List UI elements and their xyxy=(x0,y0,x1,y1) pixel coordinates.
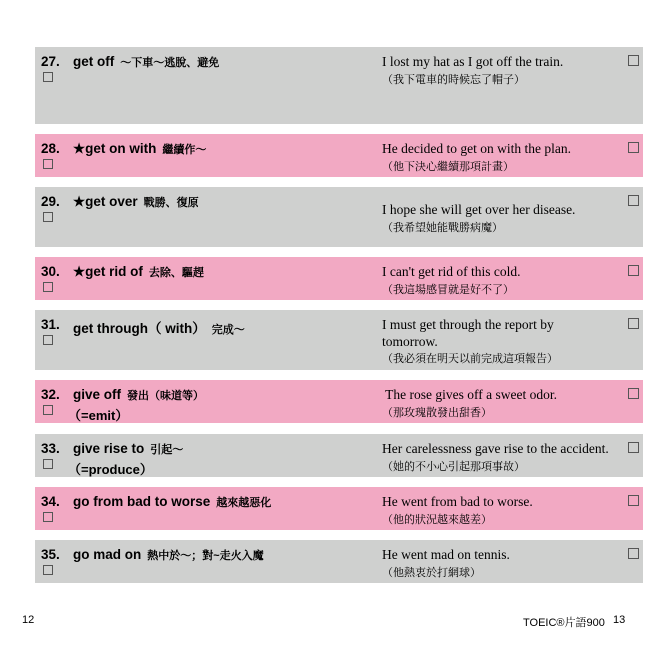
example-sentence: He went from bad to worse. xyxy=(382,494,533,509)
entry-number: 28. xyxy=(41,141,60,156)
example-translation: （我這場感冒就是好不了） xyxy=(382,283,514,296)
entry-28 xyxy=(35,134,643,177)
phrase-text: ★get over xyxy=(73,194,138,209)
check-box[interactable] xyxy=(43,565,53,575)
phrase-meaning: 戰勝、復原 xyxy=(143,197,199,209)
check-box[interactable] xyxy=(43,159,53,169)
phrase-text: ★get on with xyxy=(73,141,157,156)
entry-32 xyxy=(35,380,643,423)
check-box-right[interactable] xyxy=(628,442,639,453)
phrase-meaning: 完成～ xyxy=(211,324,245,336)
entry-30 xyxy=(35,257,643,300)
check-box[interactable] xyxy=(43,72,53,82)
check-box[interactable] xyxy=(43,335,53,345)
phrase-text: go from bad to worse xyxy=(73,494,211,509)
phrase xyxy=(73,547,264,563)
entry-number: 29. xyxy=(41,194,60,209)
phrase xyxy=(73,441,183,457)
phrase xyxy=(73,54,219,70)
entry-35 xyxy=(35,540,643,583)
entry-34 xyxy=(35,487,643,530)
right-page-number: 13 xyxy=(613,614,626,626)
phrase xyxy=(73,194,199,210)
phrase-text: get off xyxy=(73,54,115,69)
phrase-meaning: 發出（味道等） xyxy=(127,390,205,402)
phrase-meaning: 越來越惡化 xyxy=(216,497,272,509)
phrase-text: get through（ with） xyxy=(73,321,206,336)
entry-number: 30. xyxy=(41,264,60,279)
check-box[interactable] xyxy=(43,212,53,222)
example-translation: （我必須在明天以前完成這項報告） xyxy=(382,352,558,365)
phrase xyxy=(73,264,204,280)
phrase-text: give off xyxy=(73,387,122,402)
example-translation: （那玫瑰散發出甜香） xyxy=(382,406,492,419)
phrase-text: ★get rid of xyxy=(73,264,143,279)
check-box-right[interactable] xyxy=(628,195,639,206)
check-box-right[interactable] xyxy=(628,55,639,66)
phrase-synonym: （=emit） xyxy=(68,408,129,423)
example-sentence: I must get through the report by tomorrow. xyxy=(382,317,554,349)
example-translation: （我希望她能戰勝病魔） xyxy=(382,221,503,234)
example-sentence: Her carelessness gave rise to the accident. xyxy=(382,441,609,456)
check-box[interactable] xyxy=(43,512,53,522)
phrase-meaning: ～下車～逃脫、避免 xyxy=(120,57,220,69)
left-page-number: 12 xyxy=(22,614,35,626)
phrase-meaning: 熱中於～；對~走火入魔 xyxy=(147,550,264,562)
example-sentence: I lost my hat as I got off the train. xyxy=(382,54,564,69)
check-box-right[interactable] xyxy=(628,265,639,276)
entry-number: 31. xyxy=(41,317,60,332)
phrase-text: give rise to xyxy=(73,441,145,456)
entry-31 xyxy=(35,310,643,370)
phrase xyxy=(73,141,206,157)
example-translation: （他熱衷於打網球） xyxy=(382,566,481,579)
entry-number: 34. xyxy=(41,494,60,509)
entry-number: 27. xyxy=(41,54,60,69)
example-translation: （她的不小心引起那項事故） xyxy=(382,460,525,473)
example-sentence: He decided to get on with the plan. xyxy=(382,141,571,156)
phrase-meaning: 繼續作～ xyxy=(162,144,207,156)
example-sentence: I hope she will get over her disease. xyxy=(382,202,576,217)
entry-number: 32. xyxy=(41,387,60,402)
example-translation: （他下決心繼續那項計畫） xyxy=(382,160,514,173)
check-box[interactable] xyxy=(43,282,53,292)
example-sentence: I can't get rid of this cold. xyxy=(382,264,521,279)
phrase xyxy=(73,494,271,510)
entry-33 xyxy=(35,434,643,477)
check-box-right[interactable] xyxy=(628,495,639,506)
book-title: TOEIC®片語900 xyxy=(523,617,605,629)
phrase-synonym: （=produce） xyxy=(68,462,153,477)
entry-27 xyxy=(35,47,643,124)
check-box[interactable] xyxy=(43,459,53,469)
example-translation: （他的狀況越來越差） xyxy=(382,513,492,526)
entry-29 xyxy=(35,187,643,247)
phrase xyxy=(73,387,204,403)
entry-number: 35. xyxy=(41,547,60,562)
phrase-meaning: 去除、驅趕 xyxy=(148,267,204,279)
example-sentence: The rose gives off a sweet odor. xyxy=(382,387,557,402)
example-sentence: He went mad on tennis. xyxy=(382,547,510,562)
check-box-right[interactable] xyxy=(628,388,639,399)
check-box-right[interactable] xyxy=(628,318,639,329)
entry-number: 33. xyxy=(41,441,60,456)
phrase-text: go mad on xyxy=(73,547,142,562)
example-translation: （我下電車的時候忘了帽子） xyxy=(382,73,525,86)
check-box[interactable] xyxy=(43,405,53,415)
check-box-right[interactable] xyxy=(628,548,639,559)
phrase xyxy=(73,317,245,337)
check-box-right[interactable] xyxy=(628,142,639,153)
phrase-meaning: 引起～ xyxy=(150,444,184,456)
